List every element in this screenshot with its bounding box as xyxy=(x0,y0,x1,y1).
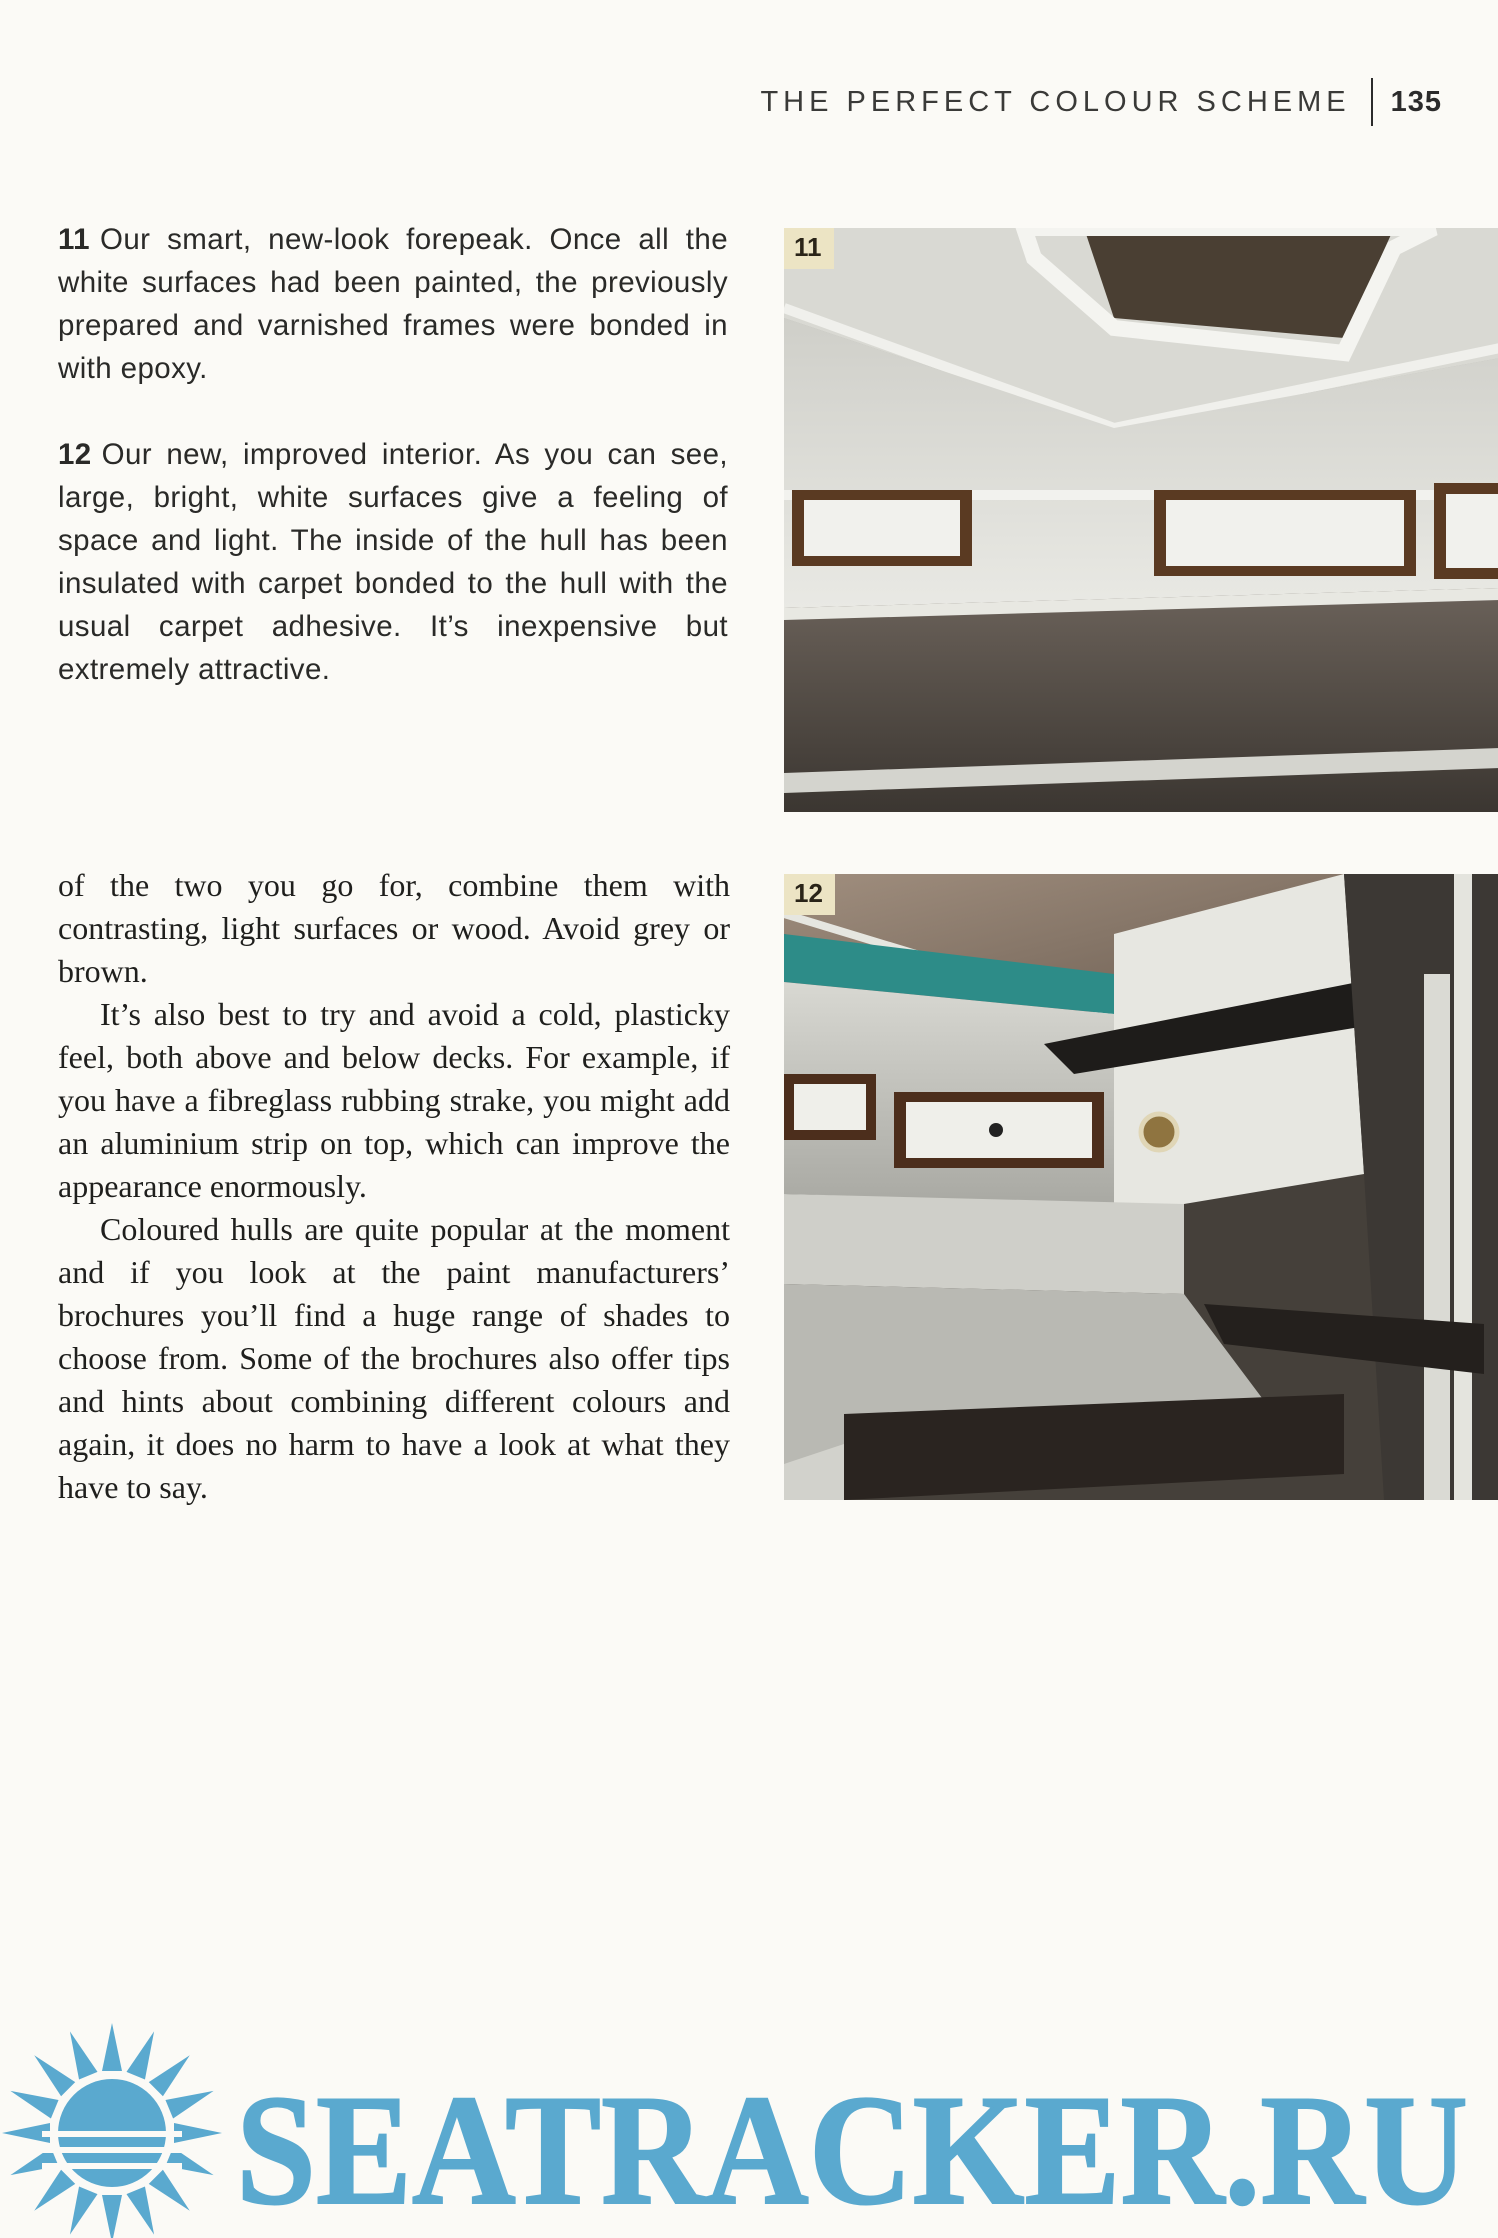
watermark xyxy=(0,2015,1498,2238)
forepeak-photo xyxy=(784,228,1498,812)
sun-logo-icon xyxy=(2,2023,222,2238)
page-header xyxy=(760,78,1442,126)
caption-12 xyxy=(58,433,728,691)
body-paragraph: of the two you go for, combine them with contrasting, light surfaces or wood. Avoid grey or brown. xyxy=(58,867,730,989)
caption-text: Our new, improved interior. As you can see, large, bright, white surfaces give a feeling of space and light. The inside of the hull has been insulated with carpet bonded to the hull with the usual carpet adhesive. It’s inexpensive but extremely attractive. xyxy=(58,438,728,686)
running-title: THE PERFECT COLOUR SCHEME xyxy=(760,85,1351,118)
caption-number: 12 xyxy=(58,438,92,471)
header-divider xyxy=(1371,78,1373,126)
cabin-interior-photo-icon xyxy=(784,874,1498,1500)
photo-badge: 12 xyxy=(784,874,835,915)
body-paragraph: Coloured hulls are quite popular at the moment and if you look at the paint manufacturers’ brochures you’ll find a huge range of shades to choose from. Some of the brochures also offer tips and hints about combining different colours and again, it does no harm to have a look at what they have to say. xyxy=(58,1211,730,1505)
body-text xyxy=(58,864,730,1509)
cabin-interior-photo xyxy=(784,874,1498,1500)
caption-number: 11 xyxy=(58,223,90,256)
forepeak-photo-icon xyxy=(784,228,1498,812)
watermark-text: SEATRACKER.RU xyxy=(236,2063,1468,2238)
caption-11 xyxy=(58,218,728,390)
page-number: 135 xyxy=(1390,85,1442,118)
photo-badge: 11 xyxy=(784,228,834,269)
body-paragraph: It’s also best to try and avoid a cold, plasticky feel, both above and below decks. For example, if you have a fibreglass rubbing strake, you might add an aluminium strip on top, which can improve the appearance enormously. xyxy=(58,996,730,1204)
caption-text: Our smart, new-look forepeak. Once all the white surfaces had been painted, the previously prepared and varnished frames were bonded in with epoxy. xyxy=(58,223,728,385)
